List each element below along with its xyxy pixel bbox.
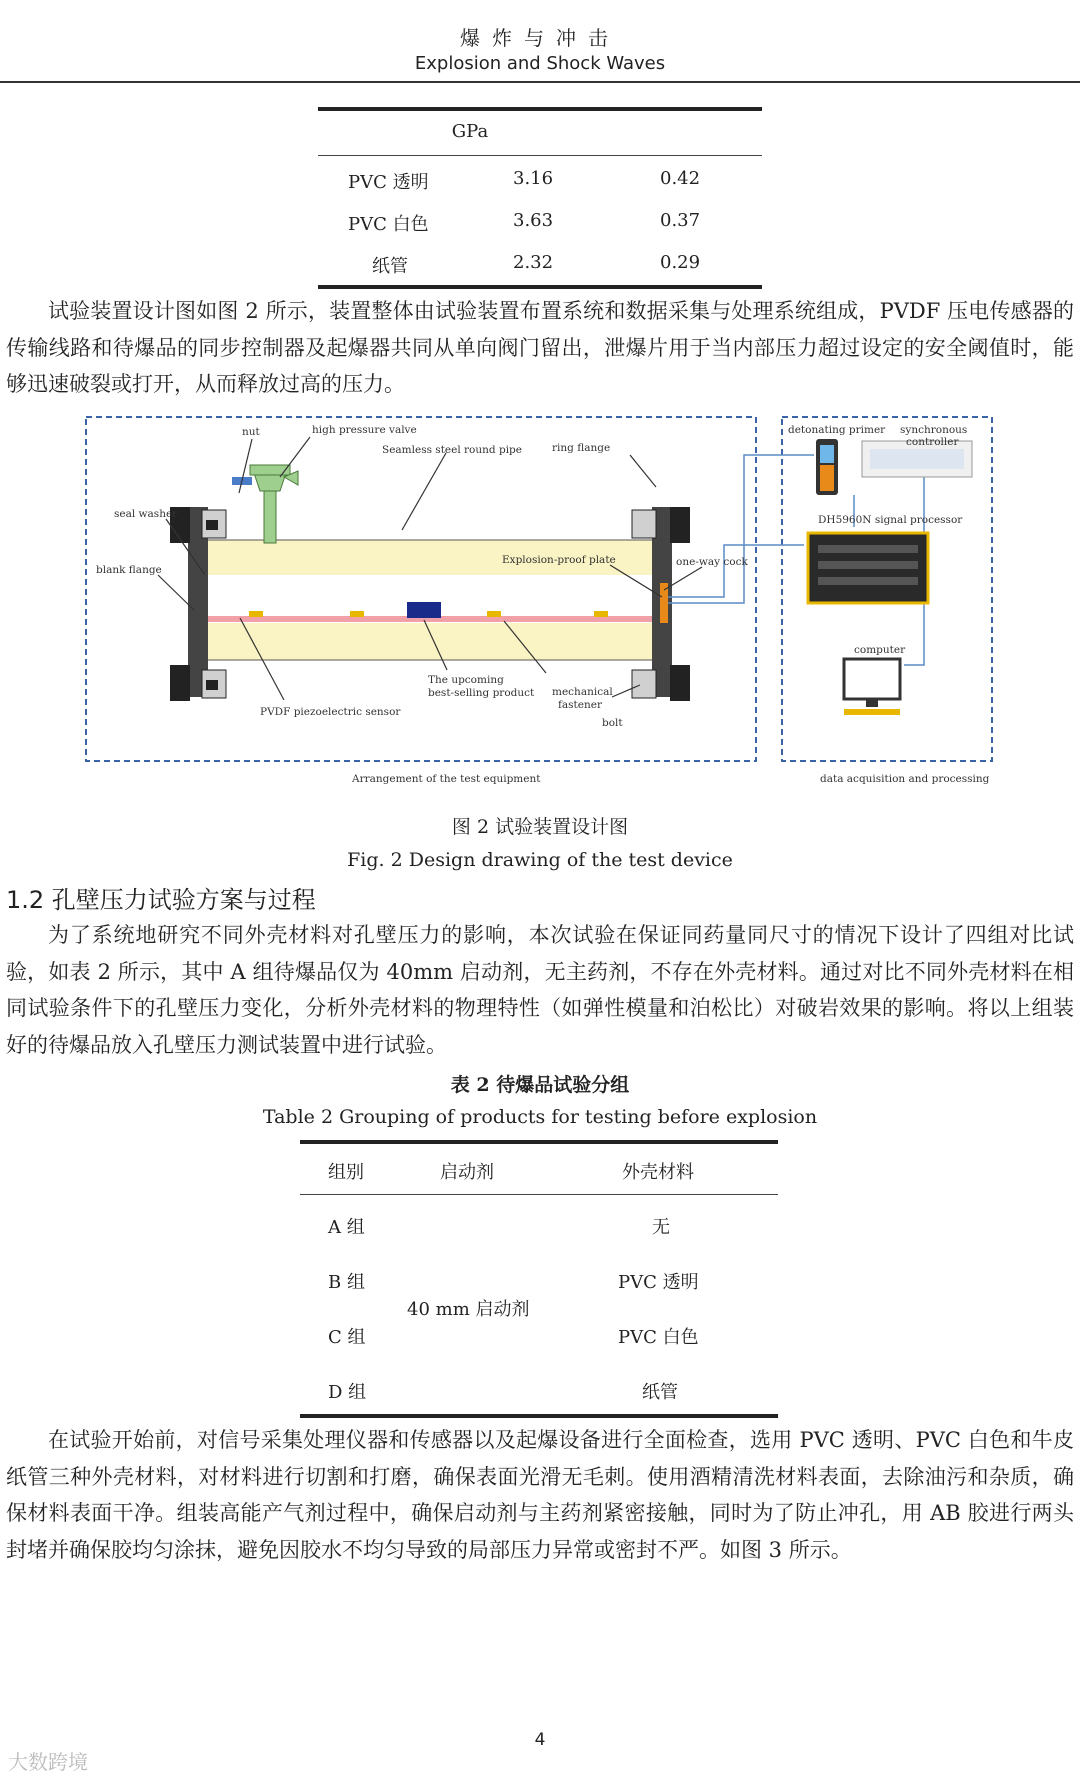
page-number: 4 xyxy=(534,1730,546,1750)
table1-unit: GPa xyxy=(451,121,489,142)
paragraph-2: 为了系统地研究不同外壳材料对孔壁压力的影响，本次试验在保证同药量同尺寸的情况下设计了四组对比试验，如表 2 所示，其中 A 组待爆品仅为 40mm 启动剂，无主药剂，不存在外壳材料。通过对比不同外壳材料在相同试验条件下的孔壁压力变化，分析外壳材料的物理特性（如弹性模量和泊松比）对破岩效果的影响。将以上组装好的待爆品放入孔壁压力测试装置中进行试验。 xyxy=(6,923,1074,1057)
group-cell: A 组 xyxy=(328,1217,365,1238)
label-sync-1: synchronous xyxy=(900,424,968,436)
label-product-2: best-selling product xyxy=(428,687,535,699)
group-cell: B 组 xyxy=(328,1272,365,1293)
table-row xyxy=(318,210,762,250)
label-daq: data acquisition and processing xyxy=(820,773,990,785)
label-valve: high pressure valve xyxy=(312,424,417,436)
material-cell: 纸管 xyxy=(372,256,408,277)
label-ring: ring flange xyxy=(552,442,611,454)
watermark xyxy=(8,1746,88,1775)
label-fastener-1: mechanical xyxy=(552,686,613,698)
table2-caption-cn: 表 2 待爆品试验分组 xyxy=(450,1074,630,1096)
label-processor: DH5960N signal processor xyxy=(818,514,963,526)
label-blank: blank flange xyxy=(96,564,162,576)
figure-caption-cn: 图 2 试验装置设计图 xyxy=(451,816,629,838)
table-row xyxy=(318,168,762,208)
label-cock: one-way cock xyxy=(676,556,748,568)
poisson-cell: 0.29 xyxy=(660,252,701,273)
group-cell: D 组 xyxy=(328,1382,367,1403)
starter-cell: 40 mm 启动剂 xyxy=(407,1299,530,1320)
header-starter: 启动剂 xyxy=(440,1162,494,1183)
section-title: 1.2 孔壁压力试验方案与过程 xyxy=(6,886,316,914)
paragraph-3: 在试验开始前，对信号采集处理仪器和传感器以及起爆设备进行全面检查，选用 PVC 透明、PVC 白色和牛皮纸管三种外壳材料，对材料进行切割和打磨，确保表面光滑无毛刺。使用酒精清洗材料表面，去除油污和杂质，确保材料表面干净。组装高能产气剂过程中，确保启动剂与主药剂紧密接触，同时为了防止冲孔，用 AB 胶进行两头封堵并确保胶均匀涂抹，避免因胶水不均匀导致的局部压力异常或密封不严。如图 3 所示。 xyxy=(6,1428,1074,1562)
group-cell: C 组 xyxy=(328,1327,366,1348)
label-pvdf: PVDF piezoelectric sensor xyxy=(260,706,401,718)
label-sync-2: controller xyxy=(906,436,959,448)
label-primer: detonating primer xyxy=(788,424,886,436)
table2-caption-en: Table 2 Grouping of products for testing before explosion xyxy=(262,1106,818,1128)
material-cell: PVC 透明 xyxy=(348,172,429,193)
modulus-cell: 3.16 xyxy=(513,168,554,189)
label-arrangement: Arrangement of the test equipment xyxy=(352,773,541,785)
material-cell: PVC 白色 xyxy=(348,214,429,235)
grouping-table xyxy=(300,1140,778,1420)
material-properties-table xyxy=(318,107,762,292)
journal-title-cn: 爆炸与冲击 xyxy=(460,26,620,50)
poisson-cell: 0.42 xyxy=(660,168,701,189)
label-plate: Explosion-proof plate xyxy=(502,554,616,566)
watermark-text: 大数跨境 xyxy=(8,1750,88,1774)
header-group: 组别 xyxy=(328,1162,364,1183)
label-computer: computer xyxy=(854,644,906,656)
test-device-figure xyxy=(84,415,996,795)
label-pipe: Seamless steel round pipe xyxy=(382,444,522,456)
journal-title-en: Explosion and Shock Waves xyxy=(414,53,666,74)
product-block xyxy=(407,602,441,618)
label-bolt: bolt xyxy=(602,717,623,729)
modulus-cell: 2.32 xyxy=(513,252,554,273)
computer-monitor xyxy=(844,659,900,699)
shell-cell: PVC 透明 xyxy=(618,1272,699,1293)
modulus-cell: 3.63 xyxy=(513,210,554,231)
shell-cell: 纸管 xyxy=(642,1382,678,1403)
shell-cell: PVC 白色 xyxy=(618,1327,699,1348)
poisson-cell: 0.37 xyxy=(660,210,701,231)
shell-cell: 无 xyxy=(652,1217,670,1238)
label-product-1: The upcoming xyxy=(428,674,504,686)
label-nut: nut xyxy=(242,426,260,438)
header-rule xyxy=(0,81,1080,83)
label-seal: seal washer xyxy=(114,508,178,520)
label-fastener-2: fastener xyxy=(558,699,602,711)
header-shell: 外壳材料 xyxy=(622,1162,694,1183)
figure-caption-en: Fig. 2 Design drawing of the test device xyxy=(347,849,733,871)
paragraph-1: 试验装置设计图如图 2 所示，装置整体由试验装置布置系统和数据采集与处理系统组成，PVDF 压电传感器的传输线路和待爆品的同步控制器及起爆器共同从单向阀门留出，泄爆片用于当内部压力超过设定的安全阈值时，能够迅速破裂或打开，从而释放过高的压力。 xyxy=(6,299,1074,396)
